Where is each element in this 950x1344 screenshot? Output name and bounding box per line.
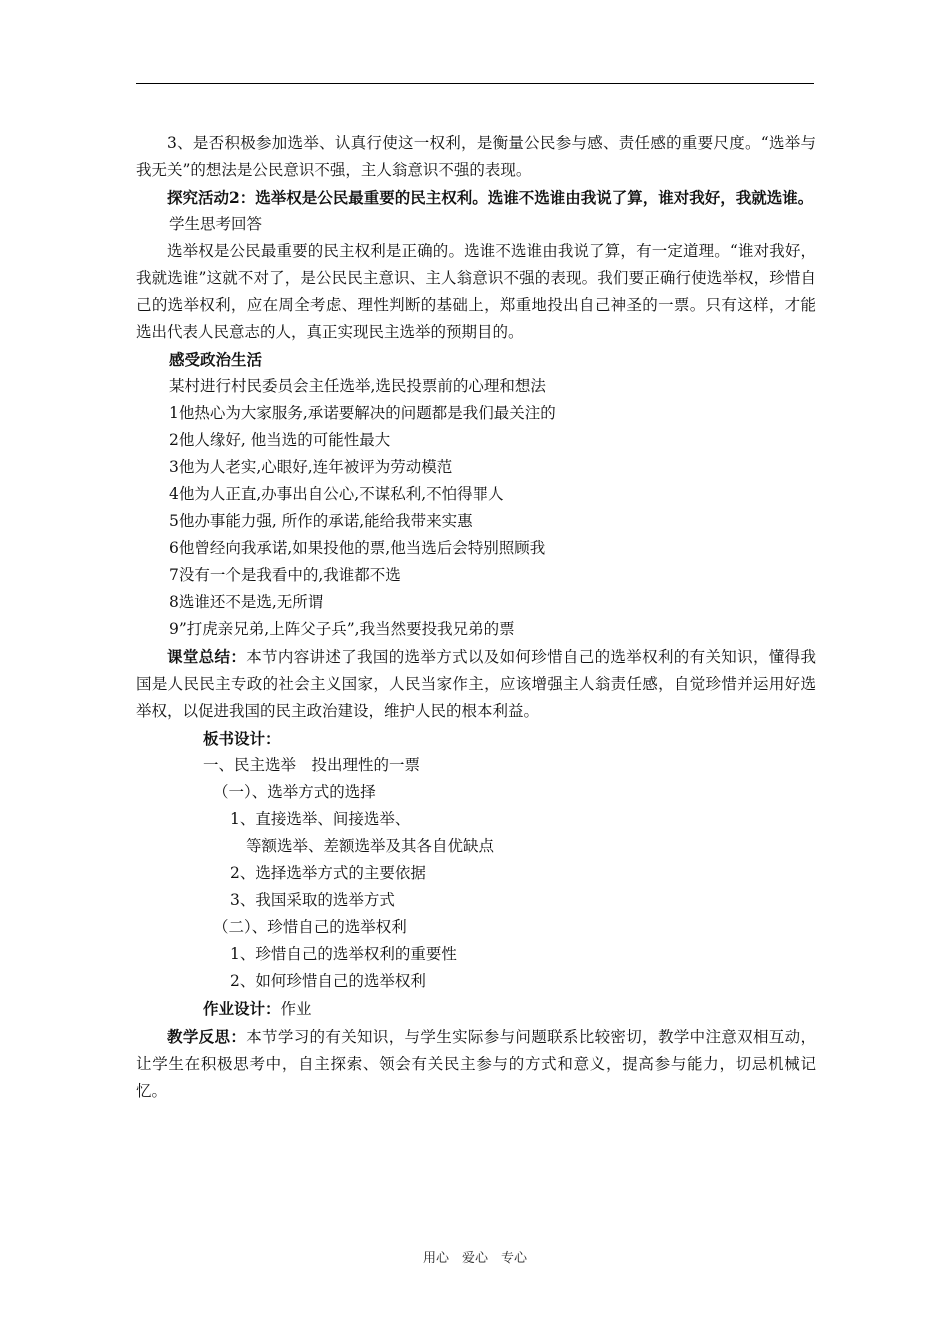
answer-paragraph: 选举权是公民最重要的民主权利是正确的。选谁不选谁由我说了算，有一定道理。“谁对我好，我就选谁”这就不对了，是公民民主意识、主人翁意识不强的表现。我们要正确行使选举权，珍惜自己的选举权利，应在周全考虑、理性判断的基础上，郑重地投出自己神圣的一票。只有这样，才能选出代表人民意志的人，真正实现民主选举的预期目的。 (136, 242, 816, 341)
board-line: 2、选择选举方式的主要依据 (230, 864, 426, 882)
board-line: 一、民主选举 投出理性的一票 (203, 756, 421, 774)
explore-activity-2: 探究活动2：选举权是公民最重要的民主权利。选谁不选谁由我说了算，谁对我好，我就选谁。 (167, 188, 814, 207)
feel-intro: 某村进行村民委员会主任选举,选民投票前的心理和想法 (169, 377, 546, 395)
board-line: （一）、选举方式的选择 (213, 783, 376, 801)
board-design (136, 725, 816, 1023)
list-item: 3他为人老实,心眼好,连年被评为劳动模范 (169, 458, 453, 476)
board-line: 1、珍惜自己的选举权利的重要性 (230, 945, 457, 963)
board-line: 1、直接选举、间接选举、 (230, 810, 411, 828)
board-line: 2、如何珍惜自己的选举权利 (230, 972, 426, 990)
homework (203, 995, 816, 1023)
teaching-reflection (136, 1023, 816, 1105)
header-divider (136, 83, 814, 84)
list-item: 7没有一个是我看中的,我谁都不选 (169, 566, 401, 584)
feel-list (136, 400, 816, 643)
reflection-text: 本节学习的有关知识，与学生实际参与问题联系比较密切，教学中注意双相互动，让学生在积极思考中，自主探索、领会有关民主参与的方式和意义，提高参与能力，切忌机械记忆。 (136, 1028, 816, 1100)
document-body (136, 130, 816, 1105)
paragraph-point-3: 3、是否积极参加选举、认真行使这一权利，是衡量公民参与感、责任感的重要尺度。“选举与我无关”的想法是公民意识不强，主人翁意识不强的表现。 (136, 134, 816, 179)
board-line: 3、我国采取的选举方式 (230, 891, 395, 909)
class-summary (136, 643, 816, 725)
list-item: 4他为人正直,办事出自公心,不谋私利,不怕得罪人 (169, 485, 504, 503)
list-item: 9”打虎亲兄弟,上阵父子兵”,我当然要投我兄弟的票 (169, 620, 515, 638)
homework-text: 作业 (280, 1000, 312, 1018)
list-item: 2他人缘好, 他当选的可能性最大 (169, 431, 391, 449)
homework-label: 作业设计： (203, 999, 281, 1018)
feel-title: 感受政治生活 (169, 350, 263, 369)
board-label: 板书设计： (203, 729, 281, 748)
summary-text: 本节内容讲述了我国的选举方式以及如何珍惜自己的选举权利的有关知识，懂得我国是人民民主专政的社会主义国家，人民当家作主，应该增强主人翁责任感，自觉珍惜并运用好选举权，以促进我国的民主政治建设，维护人民的根本利益。 (136, 648, 816, 720)
list-item: 6他曾经向我承诺,如果投他的票,他当选后会特别照顾我 (169, 539, 546, 557)
list-item: 5他办事能力强, 所作的承诺,能给我带来实惠 (169, 512, 473, 530)
list-item: 8选谁还不是选,无所谓 (169, 593, 324, 611)
think-label: 学生思考回答 (169, 215, 263, 233)
list-item: 1他热心为大家服务,承诺要解决的问题都是我们最关注的 (169, 404, 556, 422)
board-line: 等额选举、差额选举及其各自优缺点 (246, 837, 495, 855)
reflection-label: 教学反思： (167, 1027, 247, 1046)
summary-label: 课堂总结： (167, 647, 247, 666)
page-footer: 用心 爱心 专心 (422, 1251, 527, 1266)
board-line: （二）、珍惜自己的选举权利 (213, 918, 407, 936)
